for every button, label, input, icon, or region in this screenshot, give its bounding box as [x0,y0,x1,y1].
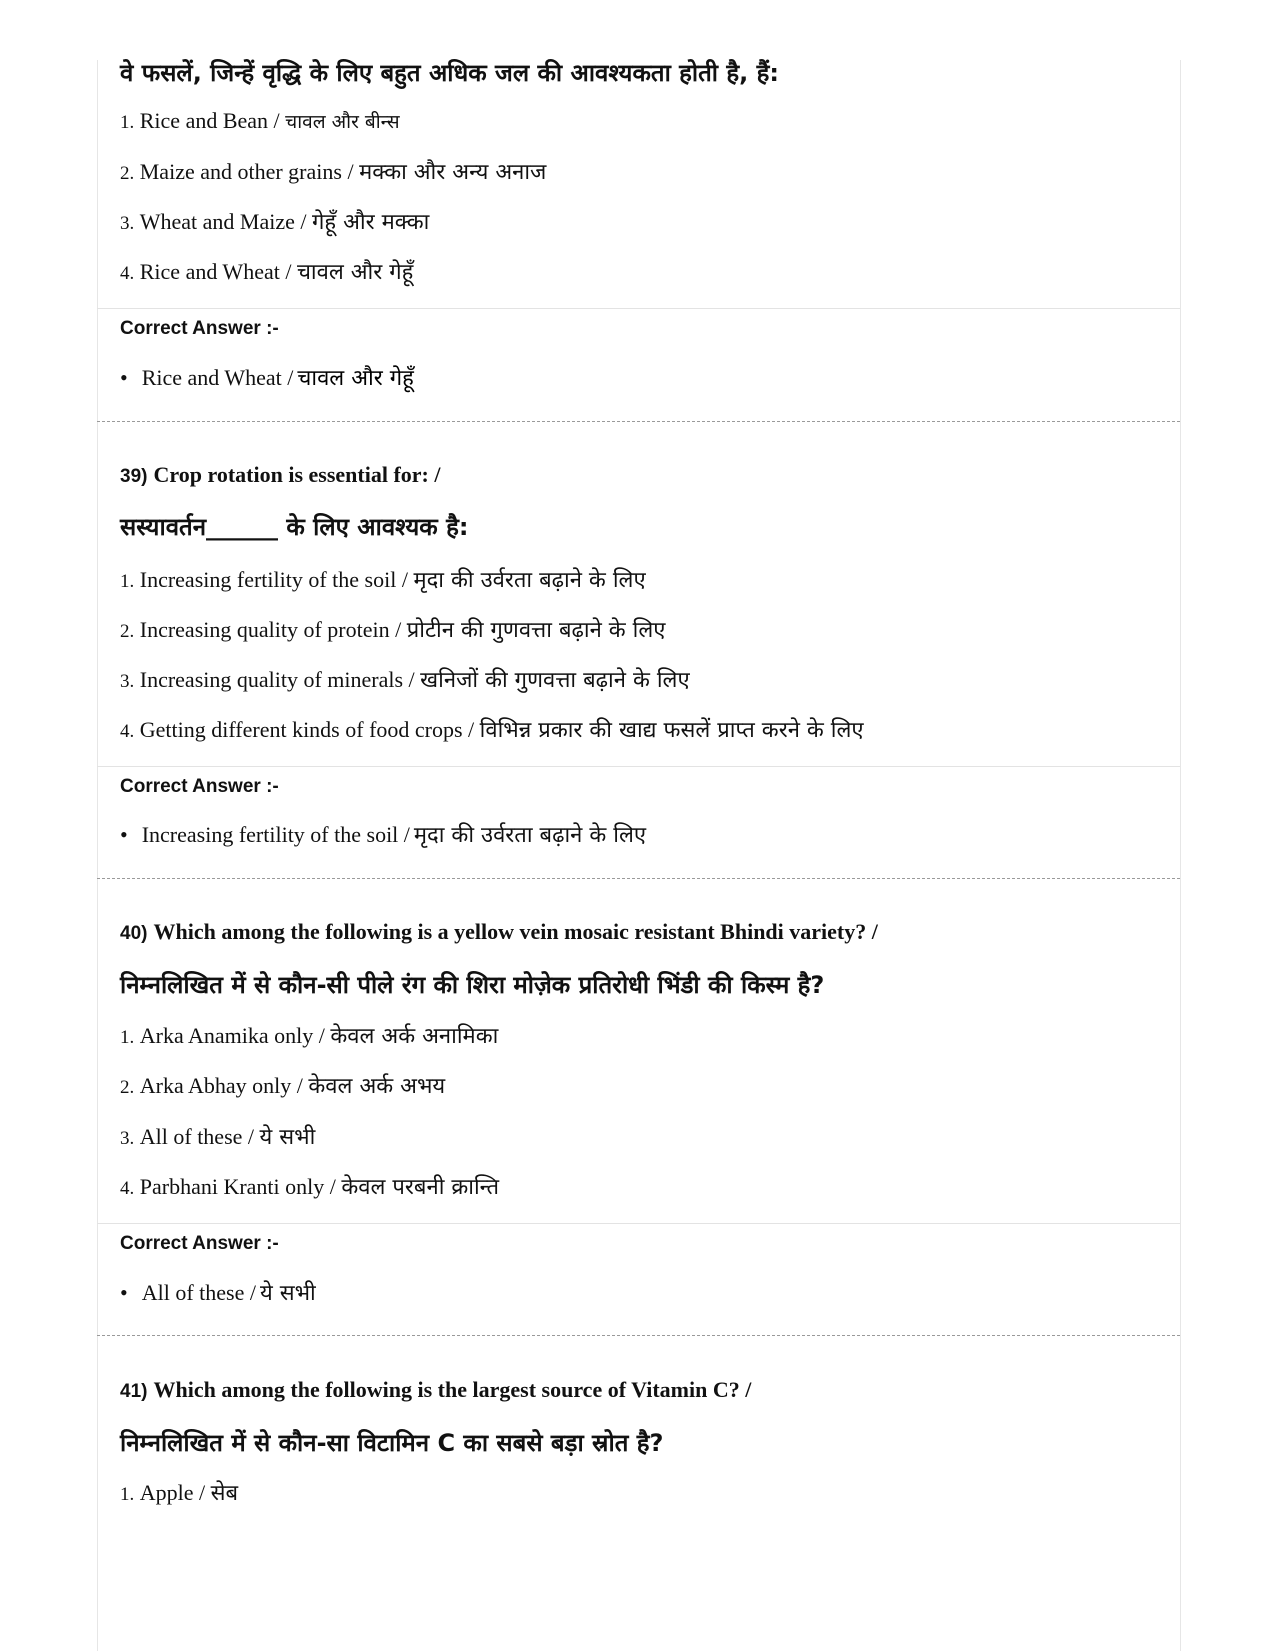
question-title-hindi: वे फसलें, जिन्हें वृद्धि के लिए बहुत अधिक जल की आवश्यकता होती है, हैं: [120,59,779,87]
question-header [120,1377,751,1403]
option-1 [120,108,400,134]
option-number: 4. [120,1178,135,1199]
option-4 [120,714,864,744]
question-title-hindi: सस्यावर्तन______ के लिए आवश्यक है: [120,513,469,541]
option-text-hindi: चावल और बीन्स [285,111,400,133]
option-4 [120,1171,499,1201]
correct-answer-english: All of these / [141,1280,256,1305]
question-number: 40) [120,923,148,944]
option-1 [120,1477,238,1507]
question-number: 39) [120,466,148,487]
option-text-english: Getting different kinds of food crops / [139,717,475,742]
option-text-english: Parbhani Kranti only / [139,1174,336,1199]
option-text-english: Rice and Wheat / [139,259,292,284]
option-text-hindi: खनिजों की गुणवत्ता बढ़ाने के लिए [420,668,690,693]
question-divider [97,878,1180,879]
option-text-english: Arka Anamika only / [139,1023,325,1048]
question-number: 41) [120,1381,148,1402]
correct-answer-hindi: चावल और गेहूँ [297,366,414,391]
option-text-english: Increasing fertility of the soil / [139,567,408,592]
correct-answer [120,1277,316,1307]
option-text-hindi: चावल और गेहूँ [296,260,414,285]
option-text-hindi: केवल अर्क अभय [308,1074,446,1099]
option-1 [120,564,646,594]
bullet-icon: • [120,822,128,847]
correct-answer-english: Increasing fertility of the soil / [141,822,410,847]
option-text-hindi: मक्का और अन्य अनाज [359,160,547,185]
question-divider [97,1335,1180,1336]
option-1 [120,1020,498,1050]
option-text-english: Increasing quality of minerals / [139,667,415,692]
correct-answer-hindi: ये सभी [259,1281,316,1306]
option-text-hindi: केवल अर्क अनामिका [330,1024,499,1049]
option-3 [120,1121,315,1151]
option-number: 2. [120,621,135,642]
option-2 [120,156,546,186]
question-divider [97,421,1180,422]
option-number: 1. [120,571,135,592]
option-number: 3. [120,213,135,234]
option-text-hindi: मृदा की उर्वरता बढ़ाने के लिए [413,568,646,593]
option-text-hindi: विभिन्न प्रकार की खाद्य फसलें प्राप्त करने के लिए [479,718,864,743]
question-title-english: Crop rotation is essential for: / [153,462,441,487]
option-text-hindi: सेब [210,1481,239,1506]
correct-answer-label: Correct Answer :- [120,776,279,797]
option-4 [120,256,413,286]
correct-answer-hindi: मृदा की उर्वरता बढ़ाने के लिए [413,823,647,848]
question-header [120,919,878,945]
content-frame [97,60,1181,1651]
option-text-hindi: गेहूँ और मक्का [312,210,430,235]
option-text-hindi: ये सभी [259,1125,316,1150]
correct-answer [120,819,646,849]
option-text-english: Arka Abhay only / [139,1073,303,1098]
question-header [120,462,440,488]
option-2 [120,1070,445,1100]
bullet-icon: • [120,365,128,390]
answer-divider [97,766,1180,767]
option-number: 2. [120,1077,135,1098]
option-number: 2. [120,163,135,184]
option-text-english: Wheat and Maize / [139,209,307,234]
question-title-hindi: निम्नलिखित में से कौन-सी पीले रंग की शिरा मोज़ेक प्रतिरोधी भिंडी की किस्म है? [120,971,825,999]
option-text-english: Apple / [139,1480,206,1505]
question-title-english: Which among the following is a yellow vein mosaic resistant Bhindi variety? / [153,919,878,944]
option-number: 3. [120,671,135,692]
option-text-english: Rice and Bean / [139,108,280,133]
correct-answer-label: Correct Answer :- [120,318,279,339]
correct-answer-english: Rice and Wheat / [141,365,294,390]
answer-divider [97,308,1180,309]
option-text-english: Increasing quality of protein / [139,617,402,642]
option-text-hindi: केवल परबनी क्रान्ति [341,1175,499,1200]
question-title-hindi: निम्नलिखित में से कौन-सा विटामिन C का सबसे बड़ा स्रोत है? [120,1429,664,1457]
answer-divider [97,1223,1180,1224]
option-number: 3. [120,1128,135,1149]
option-2 [120,614,665,644]
option-number: 4. [120,721,135,742]
question-title-english: Which among the following is the largest source of Vitamin C? / [153,1377,752,1402]
option-number: 4. [120,263,135,284]
option-number: 1. [120,1484,135,1505]
correct-answer [120,362,414,392]
option-3 [120,664,690,694]
option-text-hindi: प्रोटीन की गुणवत्ता बढ़ाने के लिए [406,618,666,643]
option-number: 1. [120,1027,135,1048]
bullet-icon: • [120,1280,128,1305]
option-number: 1. [120,112,135,133]
option-text-english: Maize and other grains / [139,159,354,184]
option-text-english: All of these / [139,1124,255,1149]
correct-answer-label: Correct Answer :- [120,1233,279,1254]
option-3 [120,206,429,236]
